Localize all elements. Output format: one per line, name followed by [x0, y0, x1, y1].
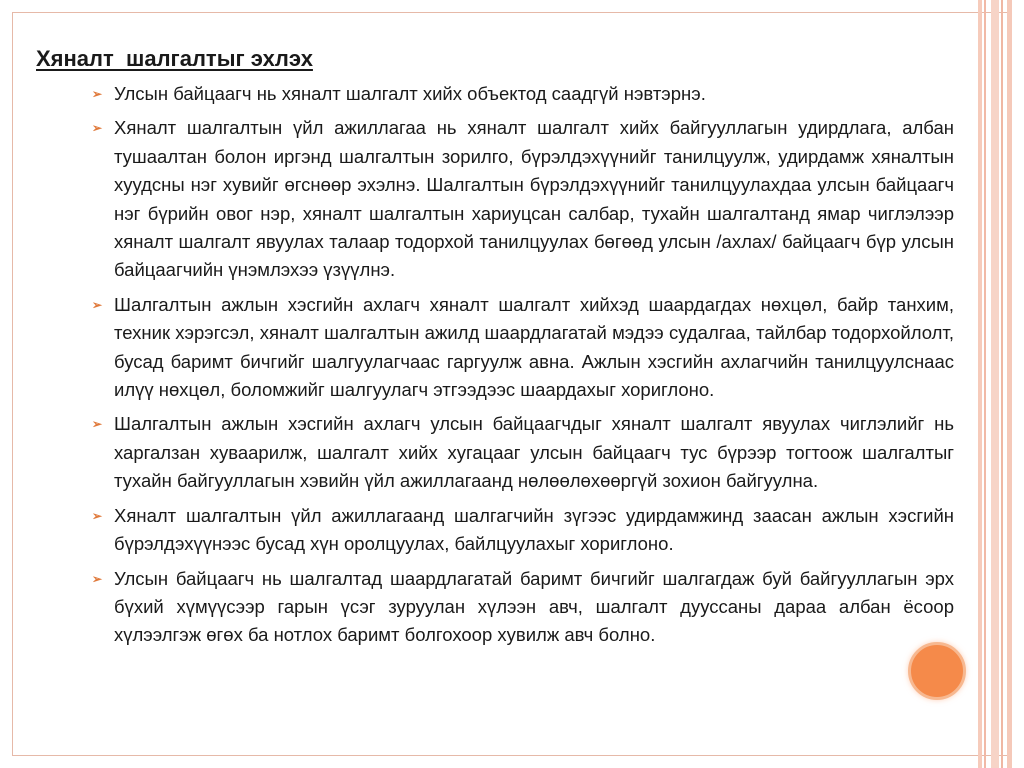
- arrow-bullet-icon: ➢: [92, 571, 103, 586]
- list-item-text: Хяналт шалгалтын үйл ажиллагаанд шалгагчийн зүгээс удирдамжинд заасан ажлын хэсгийн бүрэлдэхүүнээс бусад хүн оролцуулах, байлцуулахыг хориглоно.: [114, 504, 954, 555]
- arrow-bullet-icon: ➢: [92, 121, 103, 136]
- decorative-stripe: [978, 0, 982, 768]
- arrow-bullet-icon: ➢: [92, 508, 103, 523]
- decorative-stripe: [991, 0, 999, 768]
- list-item-text: Улсын байцаагч нь хяналт шалгалт хийх объектод саадгүй нэвтэрнэ.: [114, 83, 706, 104]
- decorative-stripe: [1007, 0, 1012, 768]
- list-item: [92, 565, 954, 650]
- decorative-stripe: [984, 0, 986, 768]
- decorative-stripe: [1001, 0, 1003, 768]
- list-item: [92, 80, 954, 108]
- list-item-text: Шалгалтын ажлын хэсгийн ахлагч улсын байцаагчдыг хяналт шалгалт явуулах чиглэлийг нь харгалзан хуваарилж, шалгалт хийх хугацааг улсын байцаагч тус бүрээр тогтоож шалгалтыг тухайн байгууллагын хэвийн үйл ажиллагаанд нөлөөлөхөөргүй зохион байгуулна.: [114, 413, 954, 492]
- orange-circle-icon: [908, 642, 966, 700]
- list-item: [92, 114, 954, 284]
- list-item-text: Шалгалтын ажлын хэсгийн ахлагч хяналт шалгалт хийхэд шаардагдах нөхцөл, байр танхим, техник хэрэгсэл, хяналт шалгалтын ажилд шаардлагатай мэдээ судалгаа, тайлбар тодорхойлолт, бусад баримт бичгийг шалгуулагчаас гаргуулж авна. Ажлын хэсгийн ахлагчийн танилцуулснаас илүү нөхцөл, боломжийг шалгуулагч этгээдээс шаардахыг хориглоно.: [114, 293, 954, 401]
- list-item: [92, 410, 954, 495]
- arrow-bullet-icon: ➢: [92, 87, 103, 101]
- bullet-list: [92, 80, 954, 656]
- list-item-text: Улсын байцаагч нь шалгалтад шаардлагатай баримт бичгийг шалгагдаж буй байгууллагын эрх бүхий хүмүүсээр гарын үсэг зуруулан хүлээн авч, шалгалт дууссаны дараа албан ёсоор хүлээлгэж өгөх ба нотлох баримт болгохоор хувилж авч болно.: [114, 567, 954, 646]
- slide-title: Хяналт шалгалтыг эхлэх: [36, 46, 313, 71]
- list-item: [92, 291, 954, 405]
- list-item: [92, 502, 954, 559]
- arrow-bullet-icon: ➢: [92, 417, 103, 432]
- list-item-text: Хяналт шалгалтын үйл ажиллагаа нь хяналт шалгалт хийх байгууллагын удирдлага, албан тушаалтан болон иргэнд шалгалтын зорилго, бүрэлдэхүүнийг танилцуулж, удирдамж хяналтын хуудсны нэг хувийг өгснөөр эхэлнэ. Шалгалтын бүрэлдэхүүнийг танилцуулахдаа улсын байцаагч нэг бүрийн овог нэр, хяналт шалгалтын хариуцсан салбар, тухайн шалгалтанд ямар чиглэлээр хяналт шалгалт явуулах талаар тодорхой танилцуулах бөгөөд улсын /ахлах/ байцаагч бүр улсын байцаагчийн үнэмлэхээ үзүүлнэ.: [114, 117, 954, 281]
- arrow-bullet-icon: ➢: [92, 297, 103, 312]
